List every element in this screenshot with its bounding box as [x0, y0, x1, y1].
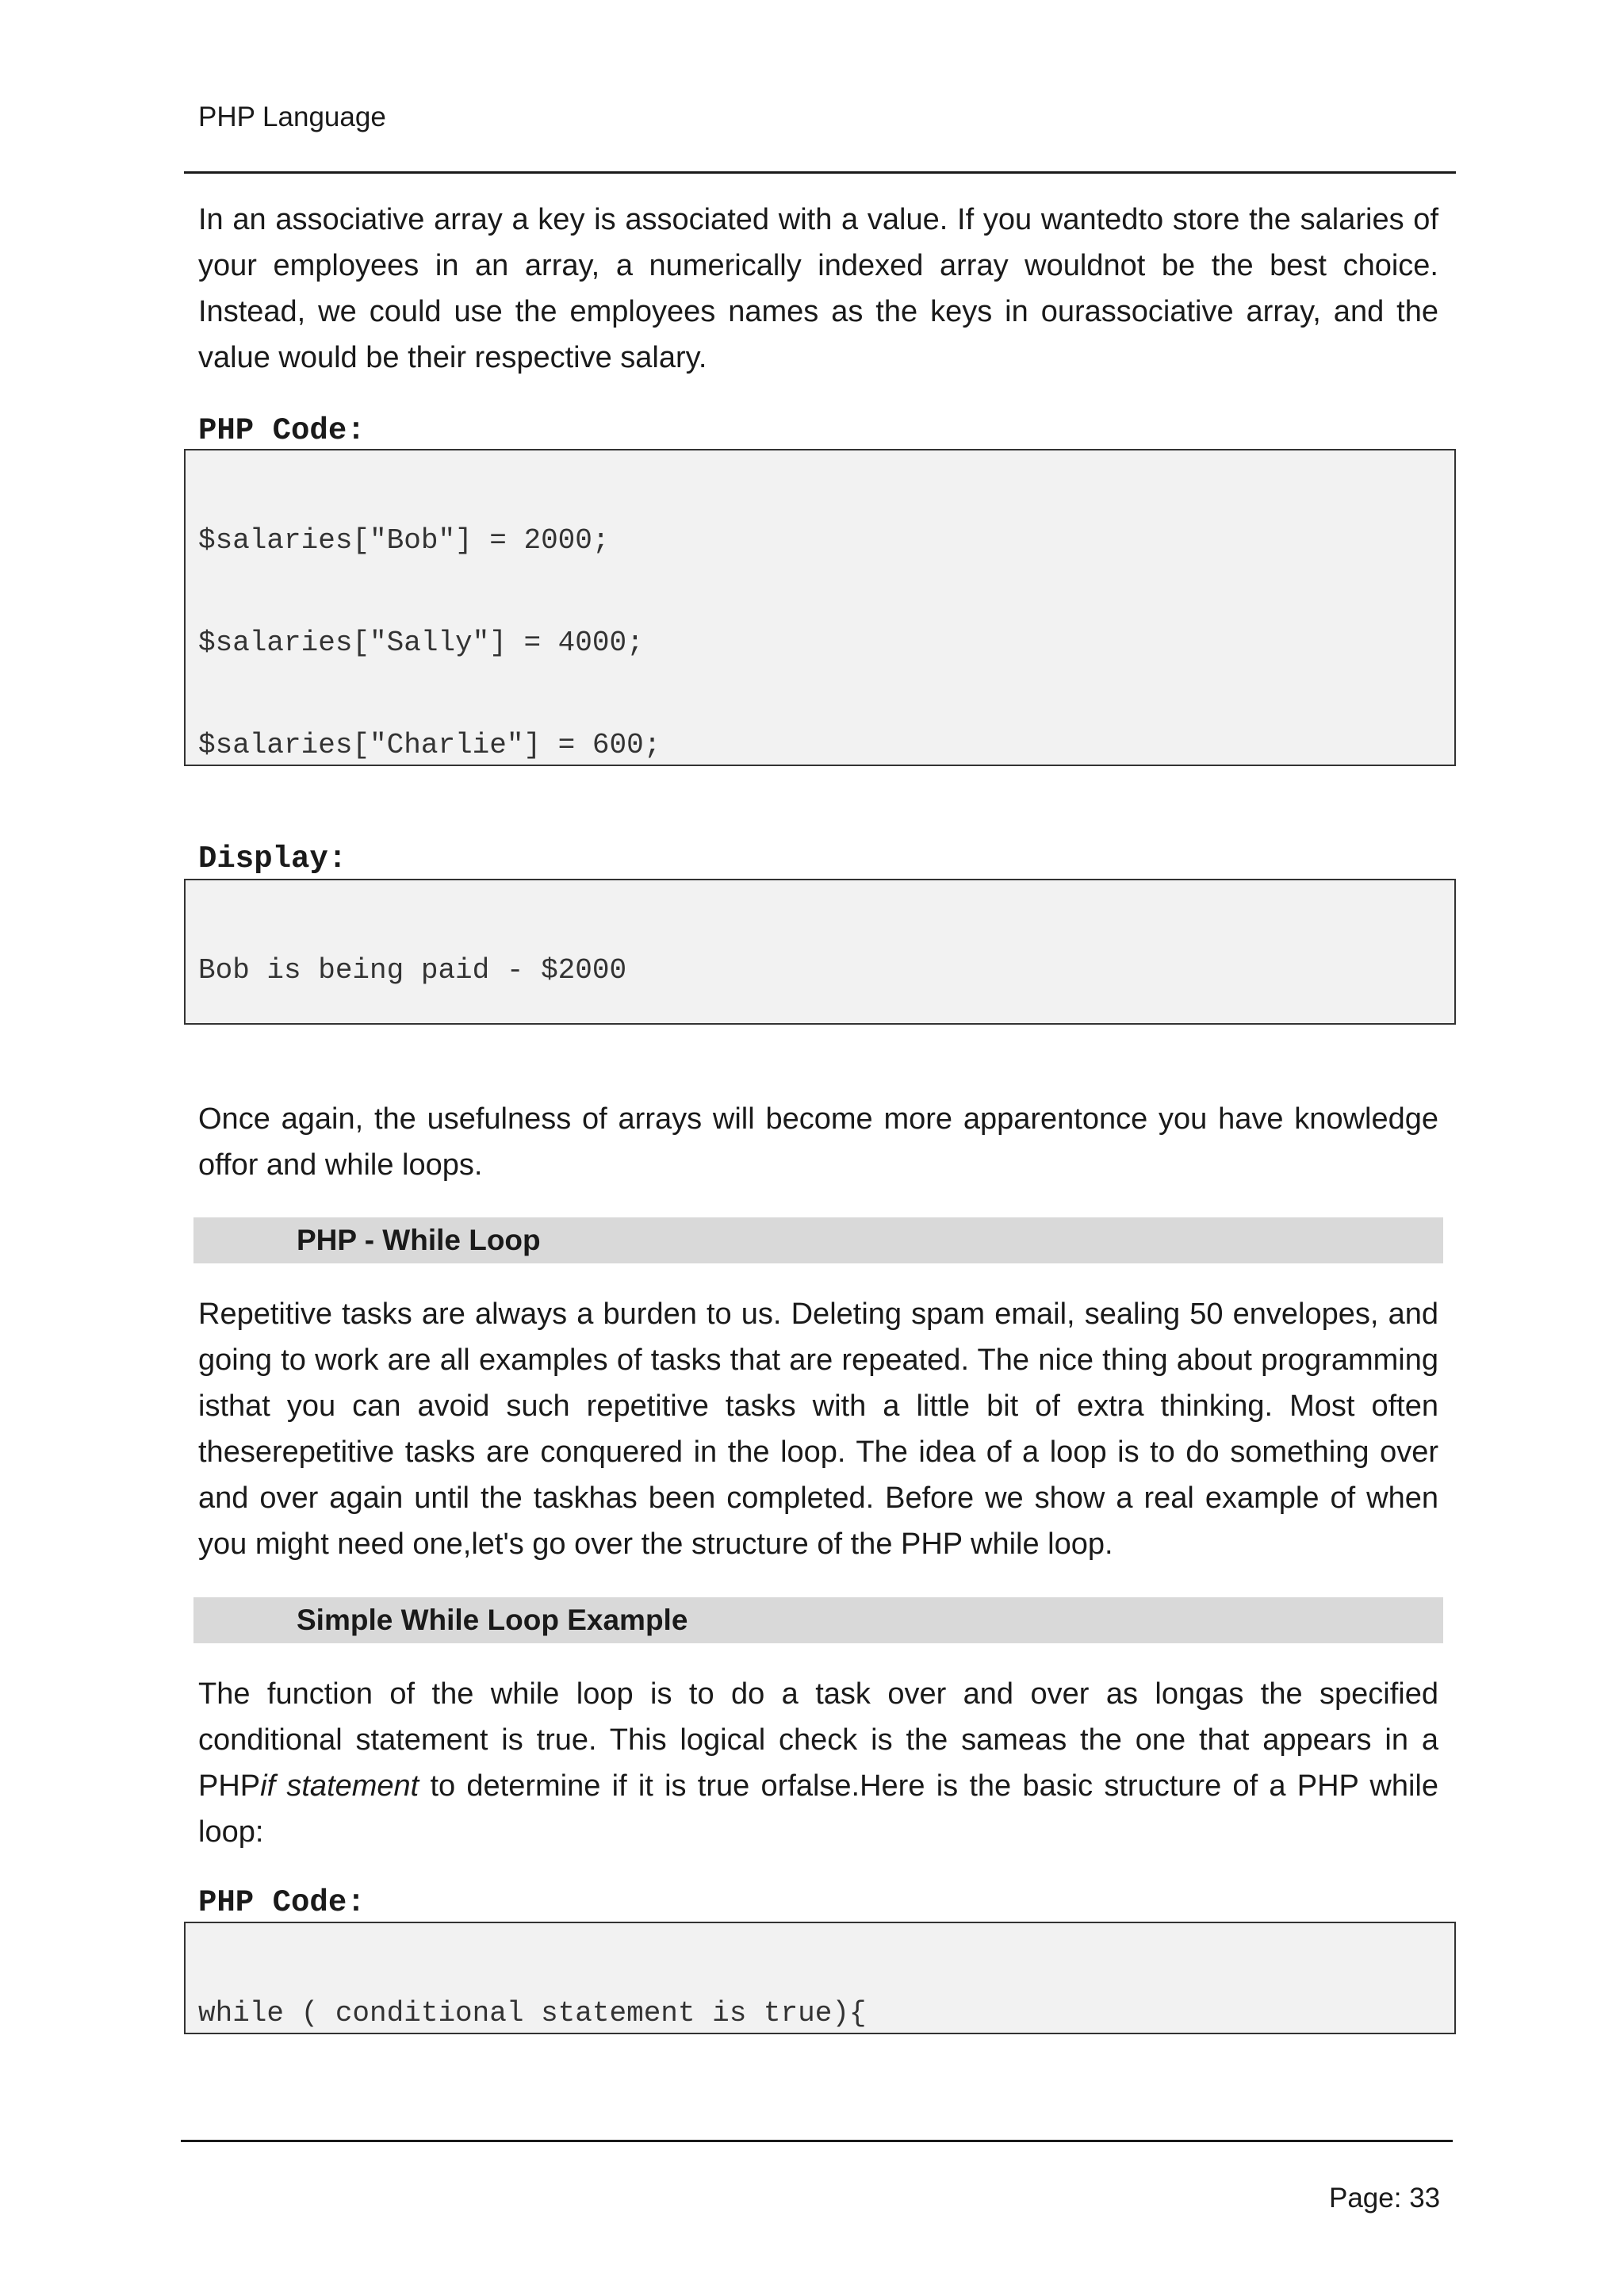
- section-heading-text: Simple While Loop Example: [297, 1604, 688, 1636]
- php-code-label-2: PHP Code:: [198, 1885, 366, 1920]
- header-divider: [184, 171, 1456, 174]
- section-heading-while-loop: [193, 1217, 1443, 1263]
- paragraph-text: The function of the while loop is to do a task over and over as longas the specified conditional statement is true. This logical check is the sameas the one that appears in a PHP: [198, 1677, 1438, 1803]
- display-label: Display:: [198, 841, 347, 876]
- php-code-block-2: [184, 1922, 1456, 2034]
- page-number: Page: 33: [1329, 2183, 1441, 2214]
- output-line: Bob is being paid - $2000: [198, 954, 627, 987]
- intro-paragraph: In an associative array a key is associated with a value. If you wantedto store the salaries of your employees in an array, a numerically indexed array wouldnot be the best choice. Instead, we could use the employees names as the keys in ourassociative array, and the value would be their respective salary.: [198, 203, 1438, 374]
- simple-example-paragraph: [198, 1671, 1438, 1855]
- code-line: while ( conditional statement is true){: [198, 1997, 867, 2030]
- php-code-block-1: [184, 449, 1456, 766]
- paragraph-text: to determine if it is true orfalse.Here is the basic structure of a PHP while loop:: [198, 1769, 1439, 1849]
- display-output-block: [184, 879, 1456, 1025]
- footer-divider: [181, 2140, 1453, 2142]
- code-line: $salaries["Charlie"] = 600;: [198, 729, 661, 761]
- code-line: $salaries["Bob"] = 2000;: [198, 524, 610, 557]
- php-code-label-1: PHP Code:: [198, 413, 366, 448]
- arrays-paragraph: Once again, the usefulness of arrays will become more apparentonce you have knowledge offor and while loops.: [198, 1102, 1438, 1182]
- emphasized-text: if statement: [260, 1769, 419, 1803]
- code-line: $salaries["Sally"] = 4000;: [198, 627, 644, 659]
- while-loop-paragraph: Repetitive tasks are always a burden to us. Deleting spam email, sealing 50 envelopes, and going to work are all examples of tasks that are repeated. The nice thing about programming isthat you can avoid such repetitive tasks with a little bit of extra thinking. Most often theserepetitive tasks are conquered in the loop. The idea of a loop is to do something over and over again until the taskhas been completed. Before we show a real example of when you might need one,let's go over the structure of the PHP while loop.: [198, 1297, 1438, 1561]
- section-heading-text: PHP - While Loop: [297, 1224, 541, 1256]
- section-heading-simple-example: [193, 1597, 1443, 1643]
- page-header-title: PHP Language: [198, 102, 386, 132]
